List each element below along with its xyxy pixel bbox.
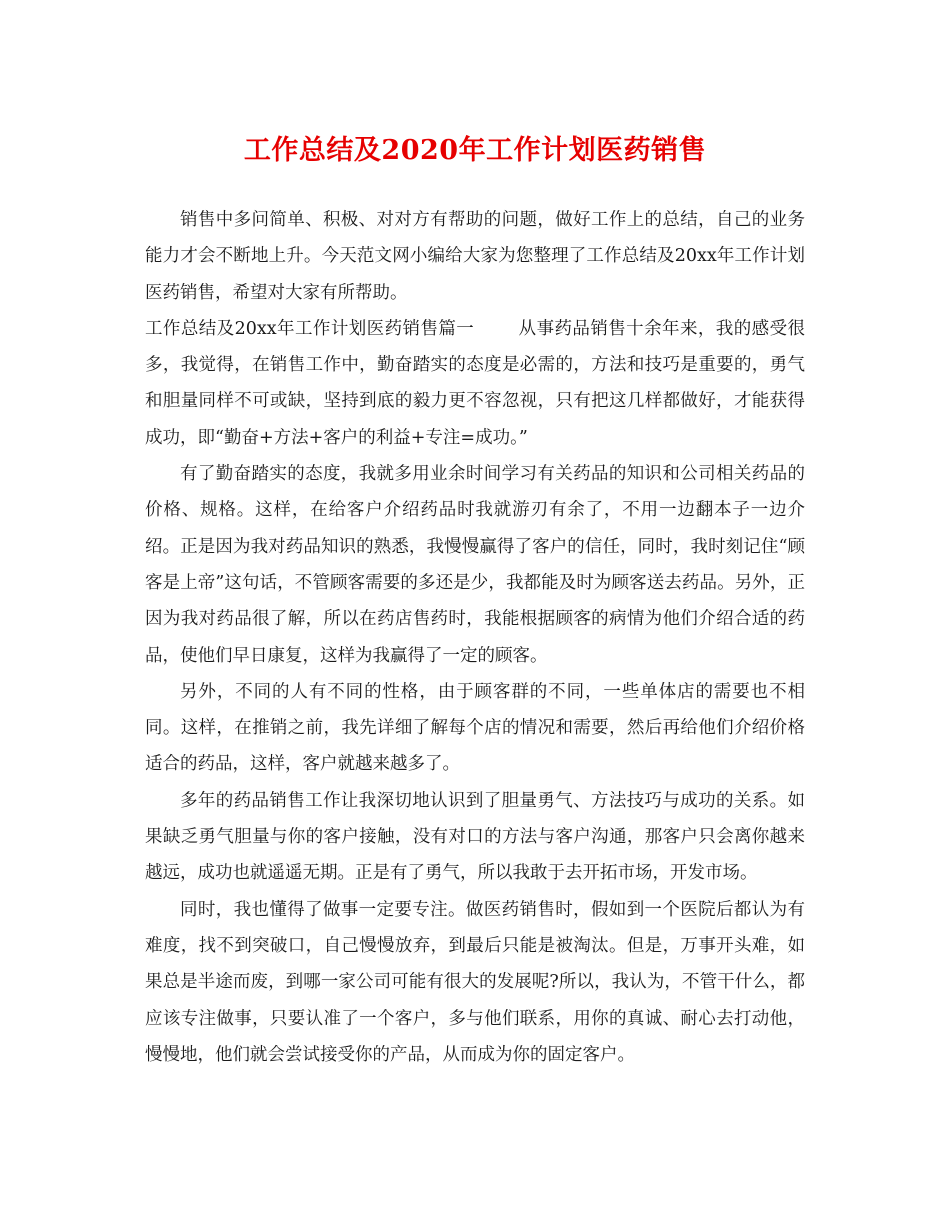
paragraph-attitude: 有了勤奋踏实的态度，我就多用业余时间学习有关药品的知识和公司相关药品的价格、规格。这样，在给客户介绍药品时我就游刃有余了，不用一边翻本子一边介绍。正是因为我对药品知识的熟悉，我慢慢赢得了客户的信任，同时，我时刻记住“顾客是上帝”这句话，不管顾客需要的多还是少，我都能及时为顾客送去药品。另外，正因为我对药品很了解，所以在药店售药时，我能根据顾客的病情为他们介绍合适的药品，使他们早日康复，这样为我赢得了一定的顾客。 bbox=[145, 464, 805, 666]
section-heading: 工作总结及20xx年工作计划医药销售篇一 bbox=[145, 318, 475, 339]
section-first-text: 从事药品销售十余年来，我的感受很多，我觉得，在销售工作中，勤奋踏实的态度是必需的，方法和技巧是重要的，勇气和胆量同样不可或缺，坚持到底的毅力更不容忽视，只有把这几样都做好，才能获得成功，即“勤奋+方法+客户的利益+专注=成功。” bbox=[145, 318, 805, 448]
document-body bbox=[145, 202, 805, 1073]
paragraph-focus: 同时，我也懂得了做事一定要专注。做医药销售时，假如到一个医院后都认为有难度，找不到突破口，自己慢慢放弃，到最后只能是被淘汰。但是，万事开头难，如果总是半途而废，到哪一家公司可能有很大的发展呢?所以，我认为，不管干什么，都应该专注做事，只要认准了一个客户，多与他们联系，用你的真诚、耐心去打动他，慢慢地，他们就会尝试接受你的产品，从而成为你的固定客户。 bbox=[145, 899, 805, 1065]
intro-paragraph: 销售中多问简单、积极、对对方有帮助的问题，做好工作上的总结，自己的业务能力才会不断地上升。今天范文网小编给大家为您整理了工作总结及20xx年工作计划医药销售，希望对大家有所帮助。 bbox=[145, 210, 805, 303]
document-title: 工作总结及2020年工作计划医药销售 bbox=[243, 135, 707, 166]
section-paragraph bbox=[145, 311, 805, 456]
paragraph-customers: 另外，不同的人有不同的性格，由于顾客群的不同，一些单体店的需要也不相同。这样，在推销之前，我先详细了解每个店的情况和需要，然后再给他们介绍价格适合的药品，这样，客户就越来越多了。 bbox=[145, 681, 805, 775]
paragraph-courage: 多年的药品销售工作让我深切地认识到了胆量勇气、方法技巧与成功的关系。如果缺乏勇气胆量与你的客户接触，没有对口的方法与客户沟通，那客户只会离你越来越远，成功也就遥遥无期。正是有了勇气，所以我敢于去开拓市场，开发市场。 bbox=[145, 790, 805, 884]
